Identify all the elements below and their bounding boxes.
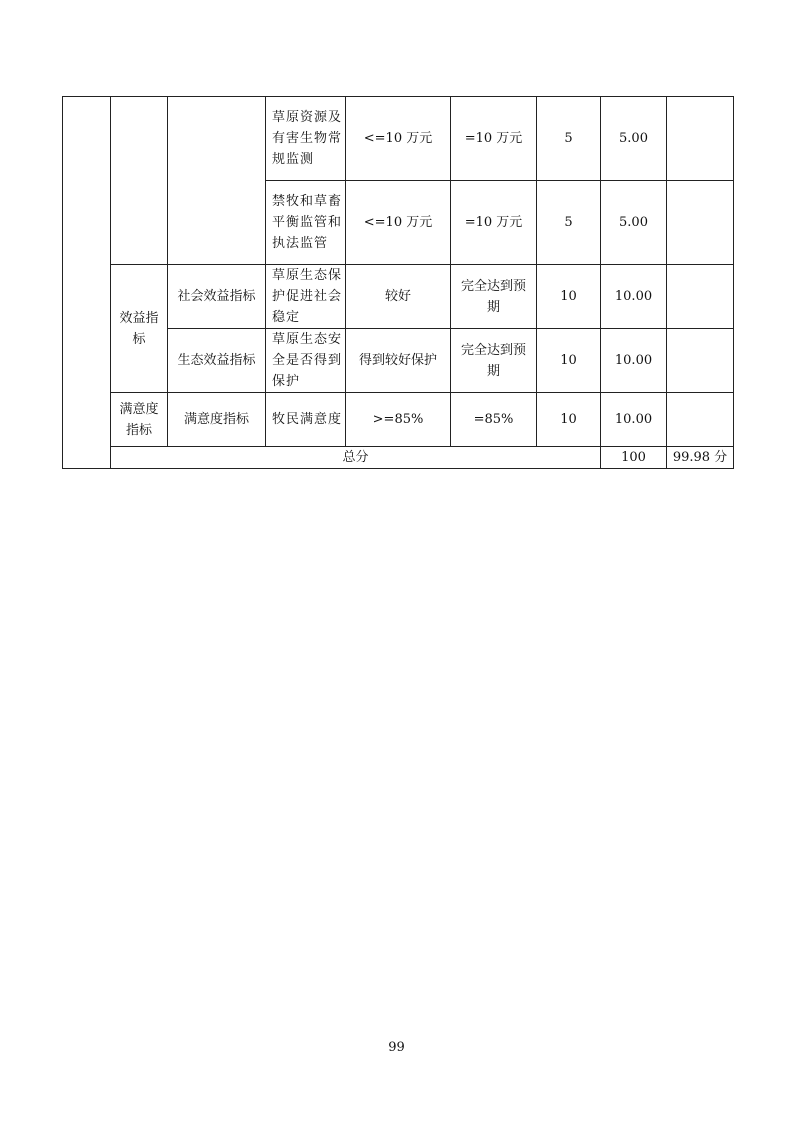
remark-cell bbox=[667, 265, 734, 329]
score-cell: 5.00 bbox=[601, 181, 667, 265]
total-weight: 100 bbox=[601, 447, 667, 469]
weight-cell: 10 bbox=[537, 329, 601, 393]
target-value-cell: >=85% bbox=[346, 393, 451, 447]
weight-cell: 5 bbox=[537, 97, 601, 181]
social-subcategory-cell: 社会效益指标 bbox=[168, 265, 266, 329]
table-row bbox=[63, 97, 734, 181]
remark-cell bbox=[667, 97, 734, 181]
total-row bbox=[63, 447, 734, 469]
weight-cell: 10 bbox=[537, 265, 601, 329]
benefit-category-cell: 效益指标 bbox=[111, 265, 168, 393]
total-label: 总分 bbox=[111, 447, 601, 469]
page-number: 99 bbox=[388, 1040, 405, 1055]
satisfaction-category-cell: 满意度指标 bbox=[111, 393, 168, 447]
table-row bbox=[63, 393, 734, 447]
indicator-cell: 草原生态安全是否得到保护 bbox=[266, 329, 346, 393]
remark-cell bbox=[667, 393, 734, 447]
score-cell: 10.00 bbox=[601, 329, 667, 393]
target-value-cell: <=10 万元 bbox=[346, 181, 451, 265]
score-cell: 5.00 bbox=[601, 97, 667, 181]
indicator-cell: 草原资源及有害生物常规监测 bbox=[266, 97, 346, 181]
actual-value-cell: 完全达到预期 bbox=[451, 329, 537, 393]
remark-cell bbox=[667, 181, 734, 265]
indicator-cell: 草原生态保护促进社会稳定 bbox=[266, 265, 346, 329]
score-cell: 10.00 bbox=[601, 265, 667, 329]
satisfaction-subcategory-cell: 满意度指标 bbox=[168, 393, 266, 447]
actual-value-cell: =85% bbox=[451, 393, 537, 447]
actual-value-cell: =10 万元 bbox=[451, 181, 537, 265]
table-row bbox=[63, 265, 734, 329]
blank-cell bbox=[63, 97, 111, 469]
blank-cell bbox=[111, 97, 168, 265]
weight-cell: 5 bbox=[537, 181, 601, 265]
actual-value-cell: =10 万元 bbox=[451, 97, 537, 181]
eco-subcategory-cell: 生态效益指标 bbox=[168, 329, 266, 393]
score-cell: 10.00 bbox=[601, 393, 667, 447]
target-value-cell: 得到较好保护 bbox=[346, 329, 451, 393]
weight-cell: 10 bbox=[537, 393, 601, 447]
target-value-cell: <=10 万元 bbox=[346, 97, 451, 181]
actual-value-cell: 完全达到预期 bbox=[451, 265, 537, 329]
indicator-cell: 禁牧和草畜平衡监管和执法监管 bbox=[266, 181, 346, 265]
target-value-cell: 较好 bbox=[346, 265, 451, 329]
remark-cell bbox=[667, 329, 734, 393]
performance-indicator-table bbox=[62, 96, 734, 469]
indicator-cell: 牧民满意度 bbox=[266, 393, 346, 447]
blank-cell bbox=[168, 97, 266, 265]
total-score: 99.98 分 bbox=[667, 447, 734, 469]
